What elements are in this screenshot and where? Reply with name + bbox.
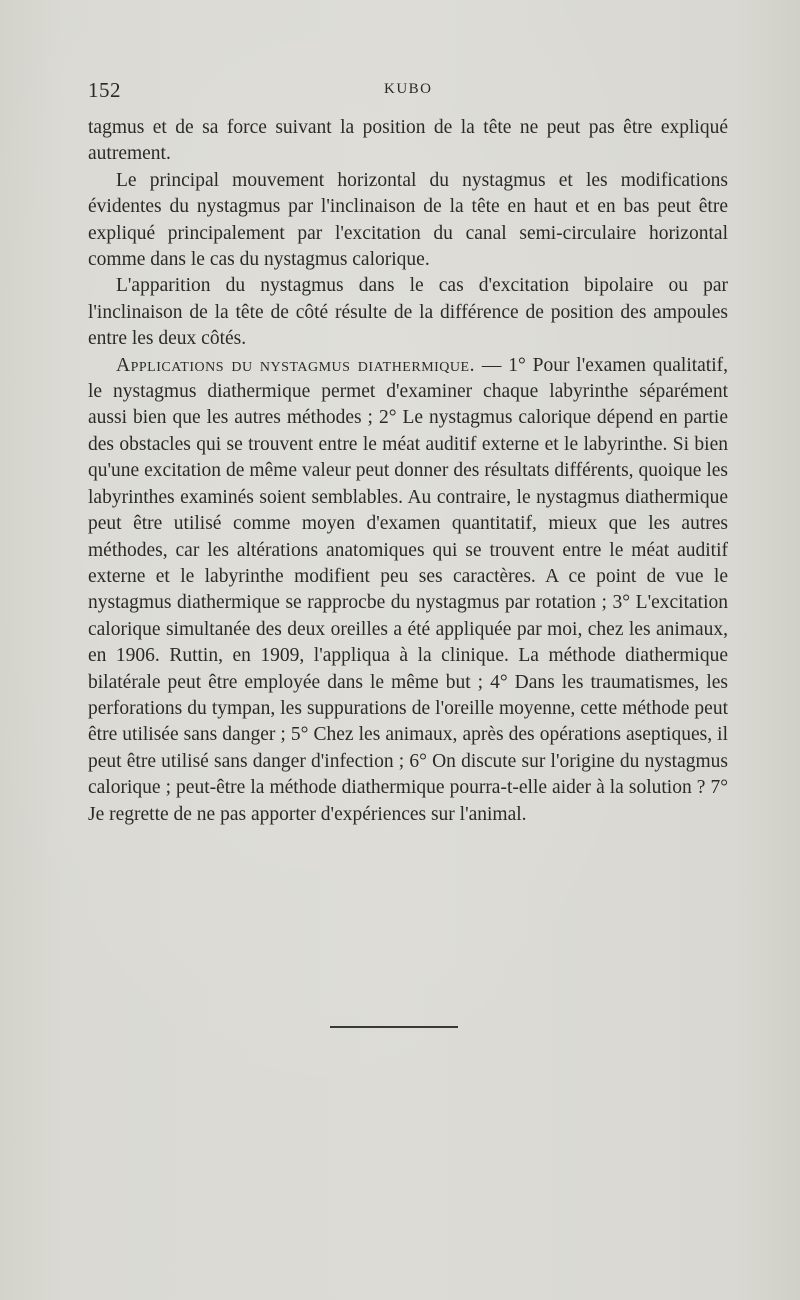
page-number: 152 [88,78,121,102]
page-header [88,78,728,102]
paragraph-text: L'apparition du nystagmus dans le cas d'excitation bipolaire ou par l'inclinaison de la tête de côté résulte de la différence de position des ampoules entre les deux côtés. [88,275,728,350]
paragraph-text: tagmus et de sa force suivant la position de la tête ne peut pas être expliqué autrement. [88,117,728,165]
running-head: KUBO [384,81,433,97]
paragraph-text: Le principal mouvement horizontal du nystagmus et les modifications évidentes du nystagmus par l'inclinaison de la tête en haut et en bas peut être expliqué principalement par l'excitation du canal semi-circulaire horizontal comme dans le cas du nystagmus calorique. [88,169,728,271]
section-heading: Applications du nystagmus diathermique. [116,354,475,376]
paragraph-continuation [88,115,728,168]
paragraph-horizontal-movement [88,168,728,274]
end-rule [330,1026,458,1028]
paragraph-applications [88,353,728,828]
body-text [88,115,728,828]
paragraph-text: — 1° Pour l'examen qualitatif, le nystagmus diathermique permet d'examiner chaque labyrinthe séparément aussi bien que les autres méthodes ; 2° Le nystagmus calorique dépend en partie des obstacles qui se trouvent entre le méat auditif externe et le labyrinthe. Si bien qu'une excitation de même valeur peut donner des résultats différents, quoique les labyrinthes examinés soient semblables. Au contraire, le nystagmus diathermique peut être utilisé comme moyen d'examen quantitatif, mieux que les autres méthodes, car les altérations anatomiques qui se trouvent entre le méat auditif externe et le labyrinthe modifient peu ses caractères. A ce point de vue le nystagmus diathermique se rapprocbe du nystagmus par rotation ; 3° L'excitation calorique simultanée des deux oreilles a été appliquée par moi, chez les animaux, en 1906. Ruttin, en 1909, l'appliqua à la clinique. La méthode diathermique bilatérale peut être employée dans le même but ; 4° Dans les traumatismes, les perforations du tympan, les suppurations de l'oreille moyenne, cette méthode peut être utilisée sans danger ; 5° Chez les animaux, après des opérations aseptiques, il peut être utilisé sans danger d'infection ; 6° On discute sur l'origine du nystagmus calorique ; peut-être la méthode diathermique pourra-t-elle aider à la solution ? 7° Je regrette de ne pas apporter d'expériences sur l'animal. [88,354,729,825]
paragraph-bipolar-excitation [88,273,728,352]
